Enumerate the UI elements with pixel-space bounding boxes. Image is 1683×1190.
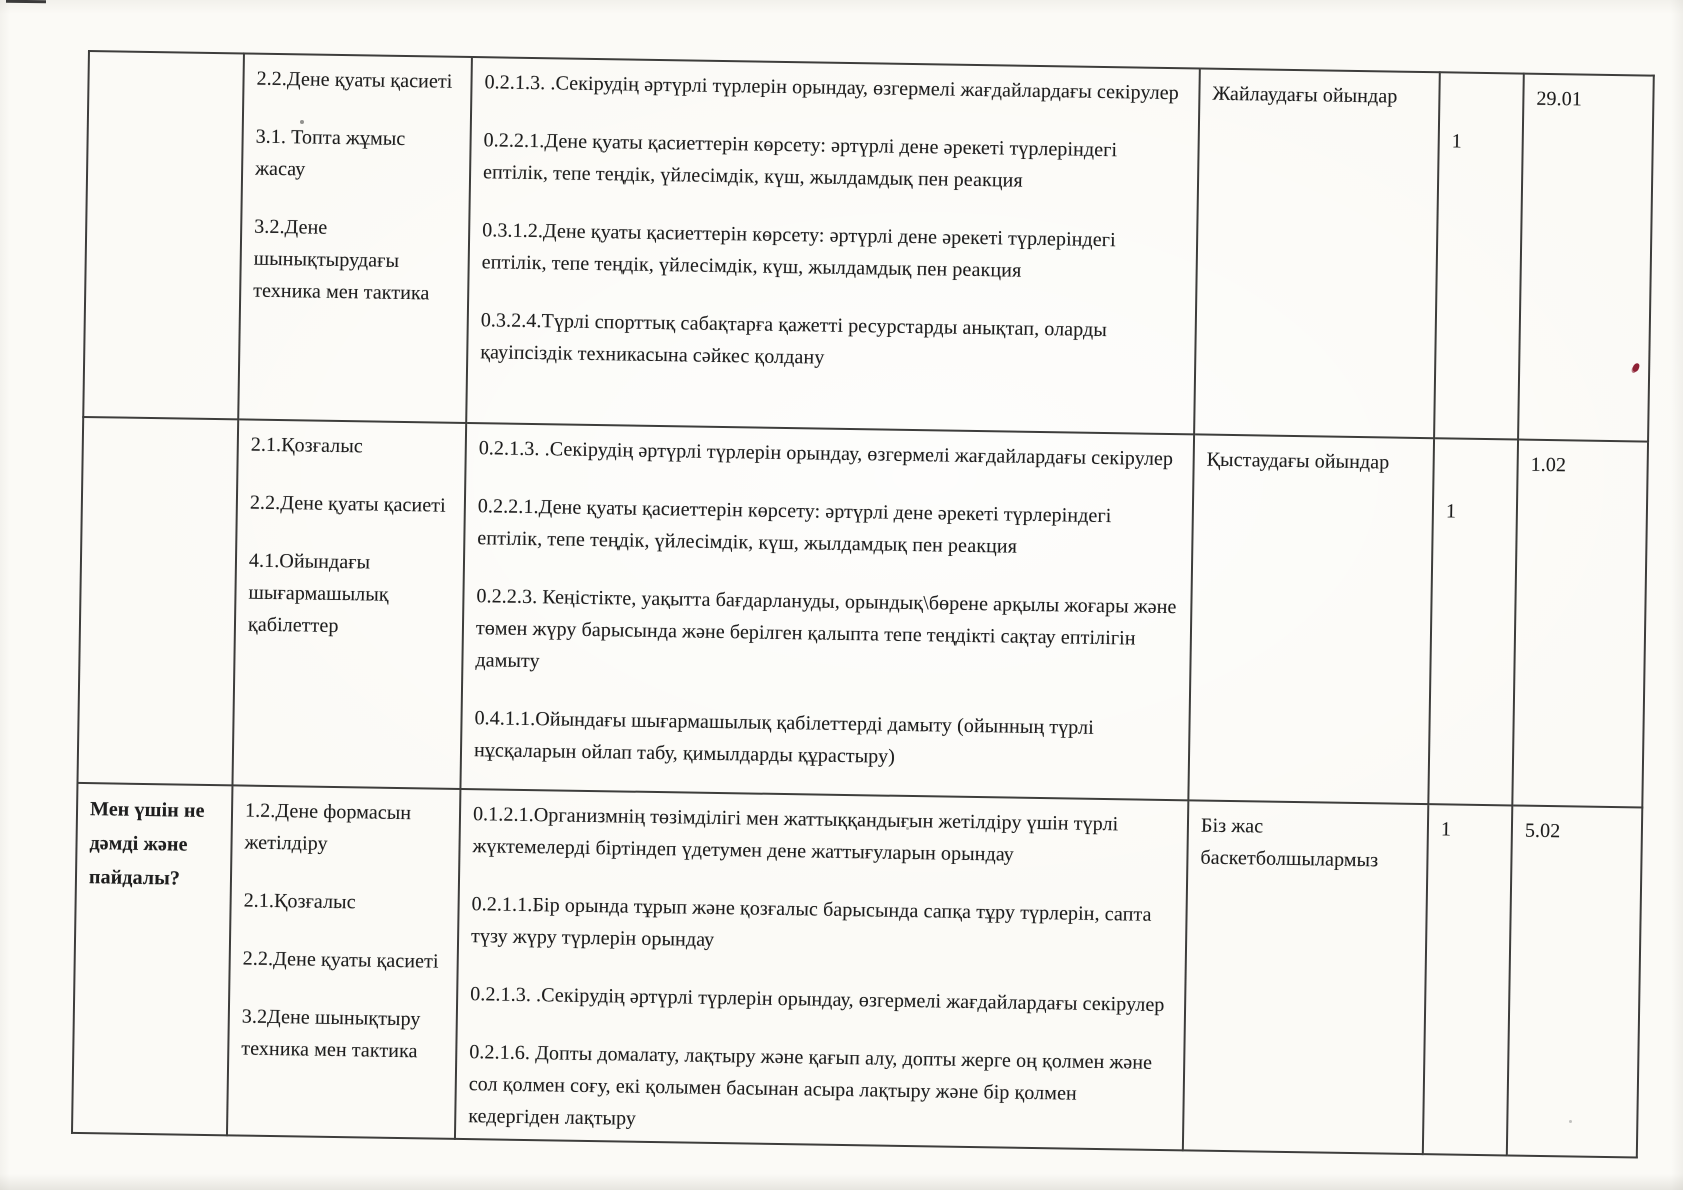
unit-title bbox=[102, 60, 231, 62]
scan-speck bbox=[300, 120, 304, 124]
objective-item: 0.2.1.3. .Секірудің әртүрлі түрлерін орындау, өзгермелі жағдайлардағы секірулер bbox=[484, 71, 1179, 105]
objective-item: 0.1.2.1.Организмнің төзімділігі мен жаттыққандығын жетілдіру үшін түрлі жүктемелерді біртіндеп үдетумен дене жаттығуларын орындау bbox=[472, 803, 1119, 866]
objective-item: 0.2.1.3. .Секірудің әртүрлі түрлерін орындау, өзгермелі жағдайлардағы секірулер bbox=[478, 437, 1174, 471]
topic-label: Қыстаудағы ойындар bbox=[1206, 448, 1390, 474]
unit-title bbox=[96, 426, 225, 428]
objective-item: 0.3.2.4.Түрлі спорттық сабақтарға қажетті ресурстарды анықтап, оларды қауіпсіздік техникасына сәйкес қолдану bbox=[480, 309, 1108, 369]
date-value: 29.01 bbox=[1536, 87, 1583, 111]
objective-item: 0.2.2.1.Дене қуаты қасиеттерін көрсету: әртүрлі дене әрекеті түрлеріндегі ептілік, тепе теңдік, үйлесімдік, күш, жылдамдық пен реакция bbox=[477, 495, 1112, 558]
table-row bbox=[72, 783, 1642, 1158]
unit-cell bbox=[77, 417, 238, 785]
skill-item: 2.2.Дене қуаты қасиеті bbox=[256, 67, 453, 93]
objective-item: 0.2.1.3. .Секірудің әртүрлі түрлерін орындау, өзгермелі жағдайлардағы секірулер bbox=[470, 983, 1165, 1017]
skill-item: 2.1.Қозғалыс bbox=[250, 433, 363, 458]
unit-title: Мен үшін не дәмді және пайдалы? bbox=[88, 798, 205, 890]
topic-cell bbox=[1183, 800, 1428, 1154]
date-cell bbox=[1512, 440, 1648, 808]
table-row bbox=[77, 417, 1648, 808]
unit-cell bbox=[83, 51, 244, 419]
scan-edge-line-artifact bbox=[6, 0, 46, 3]
objective-item: 0.2.1.1.Бір орында тұрып және қозғалыс барысында сапқа тұру түрлерін, сапта түзу жүру түрлерін орындау bbox=[470, 893, 1152, 951]
lesson-plan-sheet bbox=[71, 50, 1653, 1158]
unit-cell bbox=[72, 783, 232, 1135]
topic-label: Біз жас баскетболшылармыз bbox=[1200, 814, 1379, 872]
scan-speck bbox=[1569, 1120, 1572, 1123]
table-row bbox=[83, 51, 1654, 442]
hours-cell bbox=[1428, 438, 1518, 805]
skill-item: 4.1.Ойындағы шығармашылық қабілеттер bbox=[247, 549, 389, 638]
topic-cell bbox=[1188, 434, 1434, 804]
skill-item: 3.2Дене шынықтыру техника мен тактика bbox=[241, 1005, 421, 1063]
objective-item: 0.2.2.3. Кеңістікте, уақытта бағдарлануды, орындық\бөрене арқылы жоғары және төмен жүру барысында және берілген қалыпта тепе теңдікті сақтау ептілігін дамыту bbox=[475, 585, 1177, 673]
objective-item: 0.3.1.2.Дене қуаты қасиеттерін көрсету: әртүрлі дене әрекеті түрлеріндегі ептілік, тепе теңдік, үйлесімдік, күш, жылдамдық пен реакция bbox=[481, 219, 1116, 282]
hours-value: 1 bbox=[1445, 500, 1457, 523]
skills-cell bbox=[227, 785, 460, 1139]
objective-item: 0.2.2.1.Дене қуаты қасиеттерін көрсету: әртүрлі дене әрекеті түрлеріндегі ептілік, тепе теңдік, үйлесімдік, күш, жылдамдық пен реакция bbox=[482, 129, 1118, 192]
objectives-cell bbox=[455, 789, 1188, 1150]
skill-item: 1.2.Дене формасын жетілдіру bbox=[244, 799, 412, 855]
hours-value: 1 bbox=[1440, 818, 1452, 841]
date-cell bbox=[1518, 74, 1654, 442]
hours-cell bbox=[1434, 72, 1524, 439]
scan-speck bbox=[906, 827, 909, 830]
hours-value: 1 bbox=[1451, 130, 1463, 153]
skill-item: 2.2.Дене қуаты қасиеті bbox=[242, 947, 439, 973]
lesson-plan-table bbox=[71, 50, 1655, 1158]
topic-cell bbox=[1194, 68, 1440, 438]
skills-cell bbox=[238, 53, 472, 423]
skill-item: 2.2.Дене қуаты қасиеті bbox=[249, 491, 446, 517]
objectives-cell bbox=[460, 423, 1194, 800]
date-cell bbox=[1507, 805, 1642, 1157]
skill-item: 2.1.Қозғалыс bbox=[243, 889, 356, 914]
skill-item: 3.1. Топта жұмыс жасау bbox=[254, 125, 406, 181]
objectives-cell bbox=[466, 57, 1200, 434]
hours-cell bbox=[1423, 804, 1512, 1155]
objective-item: 0.4.1.1.Ойындағы шығармашылық қабілеттерді дамыту (ойынның түрлі нұсқаларын ойлап табу, қимылдарды құрастыру) bbox=[473, 707, 1095, 768]
skills-cell bbox=[232, 419, 466, 789]
objective-item: 0.2.1.6. Допты домалату, лақтыру және қағып алу, допты жерге оң қолмен және сол қолмен соғу, екі қолымен басынан асыра лақтыру және бір қолмен кедергіден лақтыру bbox=[468, 1041, 1153, 1130]
skill-item: 3.2.Дене шынықтырудағы техника мен тактика bbox=[253, 215, 430, 305]
date-value: 1.02 bbox=[1530, 453, 1567, 477]
date-value: 5.02 bbox=[1524, 819, 1561, 843]
topic-label: Жайлаудағы ойындар bbox=[1212, 82, 1398, 108]
